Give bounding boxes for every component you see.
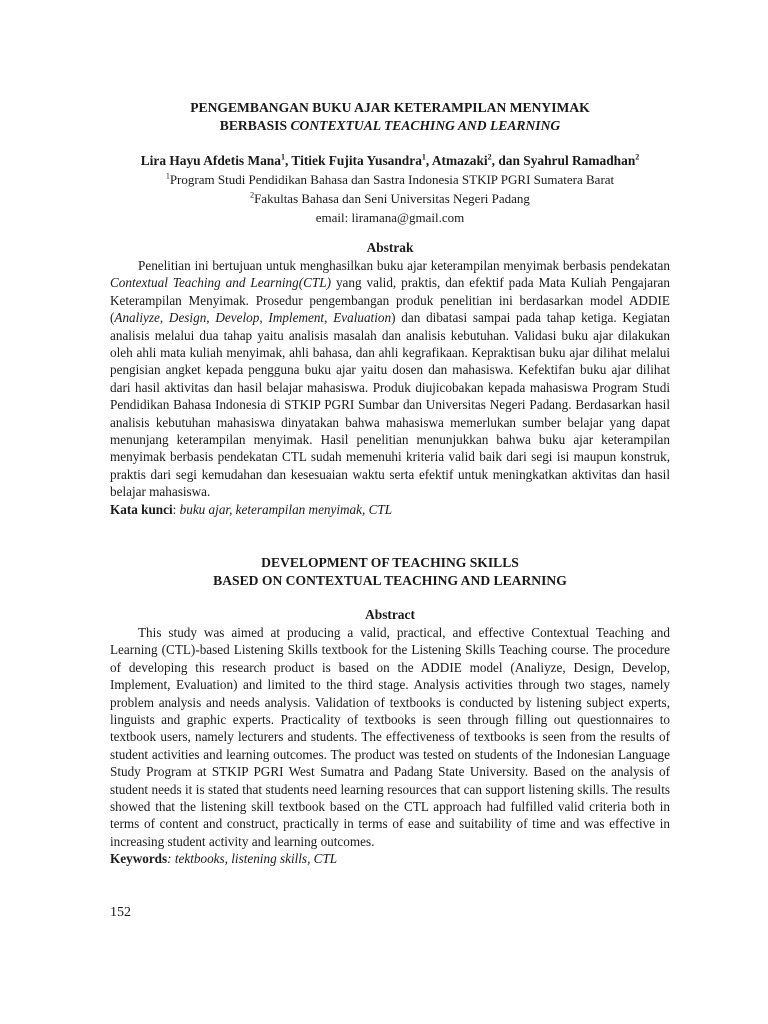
author-1-sup: 1 bbox=[280, 152, 285, 162]
keywords-label: Keywords bbox=[110, 851, 168, 867]
author-block bbox=[110, 151, 670, 227]
author-3: , Atmazaki bbox=[425, 153, 488, 168]
affiliation-2 bbox=[110, 189, 670, 208]
abstrak-sep-3: , bbox=[259, 310, 269, 326]
affiliation-1-text: Program Studi Pendidikan Bahasa dan Sastra Indonesia STKIP PGRI Sumatera Barat bbox=[169, 172, 615, 187]
author-4: , dan Syahrul Ramadhan bbox=[491, 153, 636, 168]
author-list bbox=[110, 151, 670, 170]
keywords-values: : tektbooks, listening skills, CTL bbox=[167, 851, 338, 867]
abstract-heading: Abstract bbox=[365, 607, 415, 622]
author-3-sup: 2 bbox=[487, 152, 492, 162]
author-1: Lira Hayu Afdetis Mana bbox=[140, 153, 281, 168]
abstrak-italic-develop: Develop bbox=[215, 310, 260, 326]
affiliation-2-text: Fakultas Bahasa dan Seni Universitas Negeri Padang bbox=[254, 191, 530, 206]
abstrak-heading: Abstrak bbox=[366, 240, 414, 255]
affiliation-1-sup: 1 bbox=[165, 171, 170, 181]
author-email: email: liramana@gmail.com bbox=[315, 210, 465, 225]
kata-kunci-values: buku ajar, keterampilan menyimak, CTL bbox=[179, 501, 393, 517]
title-line-2-italic: CONTEXTUAL TEACHING AND LEARNING bbox=[290, 118, 561, 133]
abstrak-body bbox=[110, 257, 670, 501]
affiliation-2-sup: 2 bbox=[250, 190, 255, 200]
abstrak-section bbox=[110, 239, 670, 519]
abstrak-italic-analiyze: Analiyze bbox=[114, 310, 160, 326]
abstrak-sep-4: , bbox=[324, 310, 334, 326]
title-line-2 bbox=[110, 117, 670, 135]
abstrak-text-3: ) dan dibatasi sampai pada tahap ketiga. Kegiatan analisis melalui dua tahap yaitu analisis masalah dan analisis kebutuhan. Validasi buku ajar dilakukan oleh ahli mata kuliah menyimak, ahli bahasa, dan ahli kegrafikaan. Kepraktisan buku ajar dilihat melalui pengisian angket kepada pengguna buku ajar yaitu dosen dan mahasiswa. Kefektifan buku ajar dilihat dari hasil aktivitas dan hasil belajar mahasiswa. Produk diujicobakan kepada mahasiswa Program Studi Pendidikan Bahasa Indonesia di STKIP PGRI Sumbar dan Universitas Negeri Padang. Berdasarkan hasil analisis kebutuhan mahasiswa dinyatakan bahwa mahasiswa memerlukan sumber belajar yang dapat menunjang keterampilan menyimak. Hasil penelitian menunjukkan bahwa buku ajar keterampilan menyimak berbasis pendekatan CTL sudah memenuhi kriteria valid baik dari segi isi maupun konstruk, praktis dari segi kemudahan dan kesesuaian waktu serta efektif untuk meningkatkan aktivitas dan hasil belajar mahasiswa. bbox=[110, 310, 671, 500]
abstrak-sep-1: , bbox=[159, 310, 169, 326]
kata-kunci-colon: : bbox=[172, 501, 180, 517]
english-title-line-1: DEVELOPMENT OF TEACHING SKILLS bbox=[261, 555, 519, 570]
paper-title bbox=[110, 99, 670, 135]
english-title-line-2: BASED ON CONTEXTUAL TEACHING AND LEARNING bbox=[213, 573, 567, 588]
kata-kunci bbox=[110, 501, 670, 519]
abstract-body: This study was aimed at producing a valid, practical, and effective Contextual Teaching and Learning (CTL)-based Listening Skills textbook for the Listening Skills Teaching course. The procedure of developing this research product is based on the ADDIE model (Analiyze, Design, Develop, Implement, Evaluation) and limited to the third stage. Analysis activities through two stages, namely problem analysis and needs analysis. Validation of textbooks is conducted by listening subject experts, linguists and graphic experts. Practicality of textbooks is seen through filling out questionnaires to textbook users, namely lecturers and students. The effectiveness of textbooks is seen from the results of student activities and learning outcomes. The product was tested on students of the Indonesian Language Study Program at STKIP PGRI West Sumatra and Padang State University. Based on the analysis of student needs it is stated that students need learning resources that can support listening skills. The results showed that the listening skill textbook based on the CTL approach had fulfilled valid criteria both in terms of content and construct, practically in terms of ease and suitability of time and was effective in increasing student activity and learning outcomes. bbox=[110, 625, 670, 849]
abstrak-italic-evaluation: Evaluation bbox=[333, 310, 392, 326]
abstrak-italic-ctl: Contextual Teaching and Learning(CTL) bbox=[110, 275, 331, 291]
title-line-1: PENGEMBANGAN BUKU AJAR KETERAMPILAN MENYIMAK bbox=[190, 100, 590, 115]
author-4-sup: 2 bbox=[635, 152, 640, 162]
abstrak-italic-design: Design bbox=[168, 310, 207, 326]
abstrak-text-1: Penelitian ini bertujuan untuk menghasilkan buku ajar keterampilan menyimak berbasis pendekatan bbox=[138, 258, 670, 273]
affiliation-1 bbox=[110, 170, 670, 189]
author-2-sup: 1 bbox=[421, 152, 426, 162]
title-line-2-normal: BERBASIS bbox=[219, 118, 291, 133]
english-title bbox=[110, 554, 670, 590]
page-number: 152 bbox=[110, 905, 131, 920]
kata-kunci-label: Kata kunci bbox=[110, 501, 173, 517]
author-2: , Titiek Fujita Yusandra bbox=[284, 153, 422, 168]
abstrak-sep-2: , bbox=[206, 310, 216, 326]
abstrak-text-2: yang valid, praktis, dan efektif pada Mata Kuliah Pengajaran Keterampilan Menyimak. Prosedur pengembangan produk penelitian ini berdasarkan model ADDIE ( bbox=[110, 275, 670, 326]
keywords bbox=[110, 850, 670, 868]
abstract-section bbox=[110, 606, 670, 868]
abstrak-italic-implement: Implement bbox=[268, 310, 325, 326]
